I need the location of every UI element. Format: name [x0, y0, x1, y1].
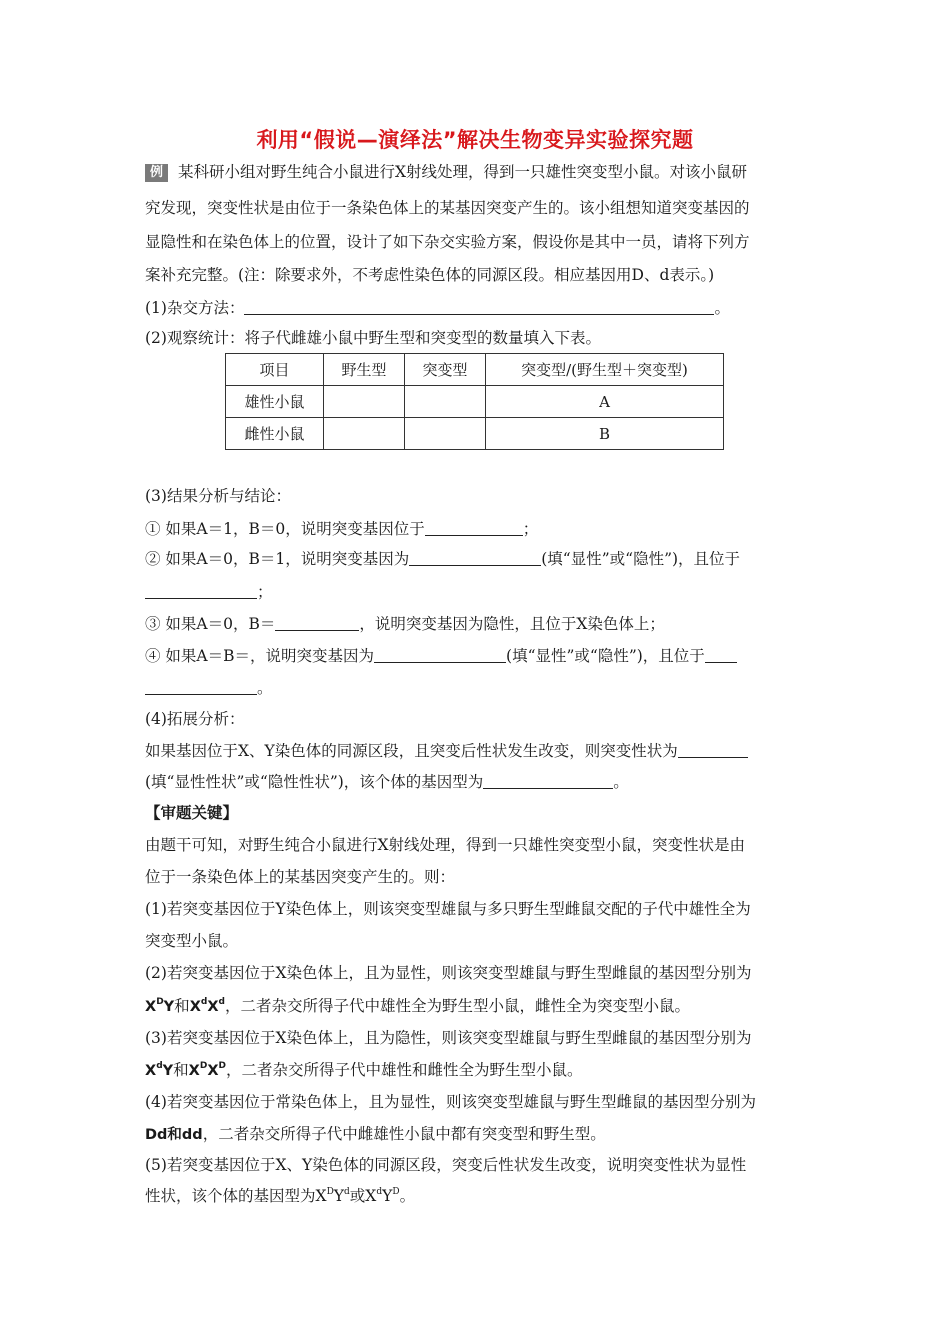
table-cell-ratio: B	[486, 418, 724, 450]
table-cell-empty[interactable]	[405, 418, 486, 450]
key-point-5-cont: 性状，该个体的基因型为$X^DY^d$或$X^dY^D$。	[145, 1187, 416, 1205]
table-cell-ratio: A	[486, 386, 724, 418]
answer-blank[interactable]	[145, 679, 257, 695]
conclusion-3: ③ 如果A＝0，B＝ ，说明突变基因为隐性，且位于X染色体上；	[145, 615, 665, 633]
conclusion-4-cont: 。	[145, 678, 273, 698]
question-1: (1)杂交方法： 。	[145, 299, 730, 317]
key-point-3: (3)若突变基因位于X染色体上，且为隐性，则该突变型雄鼠与野生型雌鼠的基因型分别为	[145, 1029, 752, 1047]
key-intro-2: 位于一条染色体上的某基因突变产生的。则：	[145, 868, 456, 886]
example-line-3: 显隐性和在染色体上的位置，设计了如下杂交实验方案，假设你是其中一员，请将下列方	[145, 233, 750, 251]
answer-blank[interactable]	[678, 742, 748, 758]
observation-table	[225, 353, 724, 450]
table-cell-empty[interactable]	[324, 418, 405, 450]
table-header-row	[226, 354, 724, 386]
conclusion-2-cont: ；	[145, 582, 273, 602]
genotype-2: $X^dY^D$	[365, 1187, 400, 1205]
key-intro-1: 由题干可知，对野生纯合小鼠进行X射线处理，得到一只雄性突变型小鼠，突变性状是由	[145, 836, 746, 854]
key-point-3-cont: $X^dY$和$X^DX^D$，二者杂交所得子代中雄性和雌性全为野生型小鼠。	[145, 1061, 583, 1079]
genotype-1: $X^DY^d$	[315, 1187, 350, 1205]
genotype-male: $X^DY$	[145, 997, 175, 1015]
table-row	[226, 418, 724, 450]
answer-blank[interactable]	[374, 647, 506, 663]
table-header-cell: 突变型	[405, 354, 486, 386]
table-row	[226, 386, 724, 418]
answer-blank[interactable]	[409, 550, 541, 566]
conclusion-4: ④ 如果A＝B＝，说明突变基因为 (填“显性”或“隐性”)，且位于	[145, 646, 737, 666]
answer-blank[interactable]	[244, 299, 714, 315]
genotype-female: $X^DX^D$	[188, 1061, 226, 1079]
answer-blank[interactable]	[145, 583, 257, 599]
table-header-cell: 项目	[226, 354, 324, 386]
conclusion-2: ② 如果A＝0，B＝1，说明突变基因为 (填“显性”或“隐性”)，且位于	[145, 550, 741, 568]
example-badge: 例	[145, 164, 168, 182]
example-line-4: 案补充完整。(注：除要求外，不考虑性染色体的同源区段。相应基因用D、d表示。)	[145, 266, 715, 284]
key-point-1-cont: 突变型小鼠。	[145, 932, 239, 950]
key-point-4-cont: Dd和dd，二者杂交所得子代中雌雄性小鼠中都有突变型和野生型。	[145, 1125, 606, 1143]
table-row-label: 雄性小鼠	[226, 386, 324, 418]
table-row-label: 雌性小鼠	[226, 418, 324, 450]
conclusion-1: ① 如果A＝1，B＝0，说明突变基因位于 ；	[145, 520, 539, 538]
answer-blank[interactable]	[275, 615, 359, 631]
table-header-cell: 野生型	[324, 354, 405, 386]
example-line-2: 究发现，突变性状是由位于一条染色体上的某基因突变产生的。该小组想知道突变基因的	[145, 199, 750, 217]
key-point-2: (2)若突变基因位于X染色体上，且为显性，则该突变型雄鼠与野生型雌鼠的基因型分别为	[145, 964, 752, 982]
question-4-heading: (4)拓展分析：	[145, 710, 245, 728]
genotype-female: $X^dX^d$	[189, 997, 225, 1015]
answer-blank[interactable]	[425, 520, 523, 536]
table-cell-empty[interactable]	[324, 386, 405, 418]
genotype-male: $X^dY$	[145, 1061, 174, 1079]
answer-blank[interactable]	[483, 773, 613, 789]
table-header-cell: 突变型/(野生型＋突变型)	[486, 354, 724, 386]
question-4-line-1: 如果基因位于X、Y染色体的同源区段，且突变后性状发生改变，则突变性状为	[145, 741, 748, 761]
page-title: 利用“假说—演绎法”解决生物变异实验探究题	[256, 128, 694, 152]
key-heading: 【审题关键】	[145, 803, 239, 822]
question-4-line-2: (填“显性性状”或“隐性性状”)，该个体的基因型为 。	[145, 773, 629, 791]
genotypes: Dd和dd	[145, 1127, 203, 1143]
question-2: (2)观察统计：将子代雌雄小鼠中野生型和突变型的数量填入下表。	[145, 329, 601, 347]
answer-blank[interactable]	[705, 647, 737, 663]
key-point-1: (1)若突变基因位于Y染色体上，则该突变型雄鼠与多只野生型雌鼠交配的子代中雄性全为	[145, 900, 751, 918]
example-line-1: 例 某科研小组对野生纯合小鼠进行X射线处理，得到一只雄性突变型小鼠。对该小鼠研	[145, 162, 747, 182]
key-point-2-cont: $X^DY$和$X^dX^d$，二者杂交所得子代中雄性全为野生型小鼠，雌性全为突变型小鼠。	[145, 997, 690, 1015]
key-point-4: (4)若突变基因位于常染色体上，且为显性，则该突变型雄鼠与野生型雌鼠的基因型分别为	[145, 1093, 756, 1111]
table-cell-empty[interactable]	[405, 386, 486, 418]
key-point-5: (5)若突变基因位于X、Y染色体的同源区段，突变后性状发生改变，说明突变性状为显性	[145, 1156, 747, 1174]
question-3-heading: (3)结果分析与结论：	[145, 487, 291, 505]
